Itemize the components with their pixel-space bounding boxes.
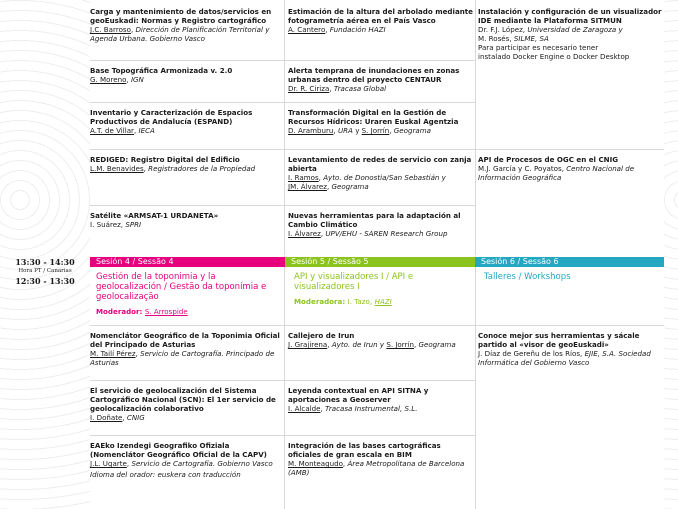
- talk-title: EAEko Izendegi Geografiko Ofiziala (Nomenclátor Geográfico Oficial de la CAPV): [90, 441, 267, 459]
- divider: [90, 102, 475, 103]
- talk-item: Carga y mantenimiento de datos/servicios en geoEuskadi: Normas y Registro cartográfico J.C. Barroso, Dirección de Planificación Territorial y Agenda Urbana. Gobierno Vasco: [90, 7, 282, 43]
- talk-title: Nomenclátor Geográfico de la Toponimia Oficial del Principado de Asturias: [90, 331, 280, 349]
- talk-author: J. Grajirena: [288, 340, 328, 349]
- divider: [90, 435, 475, 436]
- talk-author: J. Díaz de Gereñu de los Ríos: [478, 349, 581, 358]
- talk-title: Estimación de la altura del arbolado mediante fotogrametría aérea en el País Vasco: [288, 7, 473, 25]
- talk-affiliation: Geograma: [418, 340, 456, 349]
- talk-title: Callejero de Irun: [288, 331, 355, 340]
- talk-item: Alerta temprana de inundaciones en zonas urbanas dentro del proyecto CENTAUR Dr. R. Ciriza, Tracasa Global: [288, 66, 474, 93]
- column-divider: [284, 267, 285, 509]
- background-pattern-right: [664, 0, 678, 509]
- talk-affiliation: SILME, SA: [513, 34, 549, 43]
- talk-affiliation: Ayto. de Donostia/San Sebastián y: [323, 173, 446, 182]
- talk-affiliation: IGN: [130, 75, 144, 84]
- talk-note: Idioma del orador: euskera con traducción: [90, 470, 241, 479]
- talk-affiliation: Universidad de Zaragoza y: [527, 25, 623, 34]
- talk-title: Instalación y configuración de un visualizador IDE mediante la Plataforma SITMUN: [478, 7, 662, 25]
- talk-item: Base Topográfica Armonizada v. 2.0 G. Moreno, IGN: [90, 66, 282, 84]
- session-6-header: [478, 272, 663, 282]
- talk-title: Levantamiento de redes de servicio con zanja abierta: [288, 155, 472, 173]
- talk-affiliation: Geograma: [393, 126, 432, 135]
- talk-note: instalado Docker Engine o Docker Desktop: [478, 52, 630, 61]
- talk-item: Conoce mejor sus herramientas y sácale partido al «visor de geoEuskadi» J. Díaz de Gereñu de los Ríos, EJIE, S.A. Sociedad Informática del Gobierno Vasco: [478, 331, 663, 367]
- talk-author: I. Alcalde: [288, 404, 321, 413]
- talk-title: Alerta temprana de inundaciones en zonas urbanas dentro del proyecto CENTAUR: [288, 66, 460, 84]
- session-4-bar: Sesión 4 / Sessão 4: [90, 257, 285, 267]
- talk-affiliation: Centro Nacional de Información Geográfica: [478, 164, 635, 182]
- talk-item: Transformación Digital en la Gestión de Recursos Hídricos: Uraren Euskal Agentzia D. Aramburu, URA y S. Jorrín, Geograma: [288, 108, 474, 135]
- talk-title: Transformación Digital en la Gestión de Recursos Hídricos: Uraren Euskal Agentzia: [288, 108, 459, 126]
- divider: [90, 60, 475, 61]
- divider: [90, 205, 475, 206]
- talk-affiliation: CNIG: [126, 413, 145, 422]
- divider: [90, 380, 475, 381]
- talk-item: Callejero de Irun J. Grajirena, Ayto. de Irun y S. Jorrín, Geograma: [288, 331, 474, 349]
- talk-author: A. Cantero: [288, 25, 326, 34]
- time-slot-alt: 12:30 - 13:30: [15, 276, 75, 286]
- talk-item: EAEko Izendegi Geografiko Ofiziala (Nomenclátor Geográfico Oficial de la CAPV) J.L. Ugarte, Servicio de Cartografía. Gobierno Vasco Idioma del orador: euskera con traducción: [90, 441, 282, 479]
- talk-author: J.L. Ugarte: [90, 459, 127, 468]
- talk-item: Estimación de la altura del arbolado mediante fotogrametría aérea en el País Vasco A. Cantero, Fundación HAZI: [288, 7, 473, 34]
- talk-title: Inventario y Caracterización de Espacios Productivos de Andalucía (ESPAND): [90, 108, 253, 126]
- talk-author: A.T. de Villar: [90, 126, 134, 135]
- talk-title: Integración de las bases cartográficas oficiales de gran escala en BIM: [288, 441, 441, 459]
- talk-item: El servicio de geolocalización del Sistema Cartográfico Nacional (SCN): El 1er servicio de geolocalización colaborativo I. Doñate, CNIG: [90, 386, 282, 422]
- talk-author: I. Ramos: [288, 173, 319, 182]
- column-divider: [284, 0, 285, 255]
- moderator-label: Moderador:: [96, 307, 143, 316]
- time-note: Hora PT / Canarias: [18, 268, 72, 274]
- session-5-header: [288, 272, 474, 306]
- moderator-name: I. Tazo,: [347, 297, 373, 306]
- talk-author: M.J. García y C. Poyatos: [478, 164, 562, 173]
- talk-title: Leyenda contextual en API SITNA y aportaciones a Geoserver: [288, 386, 429, 404]
- talk-title: Carga y mantenimiento de datos/servicios en geoEuskadi: Normas y Registro cartográfico: [90, 7, 272, 25]
- session-6-bar: Sesión 6 / Sessão 6: [475, 257, 664, 267]
- talk-item: Satélite «ARMSAT-1 URDANETA» I. Suárez, SPRI: [90, 211, 282, 229]
- talk-affiliation: Servicio de Cartografía. Principado de Asturias: [90, 349, 275, 367]
- talk-affiliation: Tracasa Global: [333, 84, 387, 93]
- background-pattern-left: [0, 0, 90, 509]
- talk-affiliation: UPV/EHU - SAREN Research Group: [325, 229, 448, 238]
- talk-affiliation: Fundación HAZI: [329, 25, 386, 34]
- moderator-affiliation: HAZI: [374, 297, 392, 306]
- talk-affiliation: EJIE, S.A. Sociedad Informática del Gobierno Vasco: [478, 349, 651, 367]
- talk-title: Nuevas herramientas para la adaptación al Cambio Climático: [288, 211, 461, 229]
- time-slot: 13:30 - 14:30: [15, 257, 75, 267]
- divider: [90, 325, 664, 326]
- talk-author: Dr. R. Ciriza: [288, 84, 330, 93]
- session-title: API y visualizadores I / API e visualizadores I: [294, 272, 414, 292]
- divider: [90, 149, 664, 150]
- talk-author: JM. Álvarez: [288, 182, 327, 191]
- session-title: Talleres / Workshops: [484, 272, 571, 282]
- talk-item: Levantamiento de redes de servicio con zanja abierta I. Ramos, Ayto. de Donostia/San Sebastián y JM. Álvarez, Geograma: [288, 155, 474, 191]
- talk-affiliation: Ayto. de Irun y: [331, 340, 385, 349]
- talk-title: Conoce mejor sus herramientas y sácale partido al «visor de geoEuskadi»: [478, 331, 640, 349]
- talk-title: REDIGED: Registro Digital del Edificio: [90, 155, 240, 164]
- talk-author: D. Aramburu: [288, 126, 334, 135]
- moderator-label: Moderadora:: [294, 297, 346, 306]
- talk-affiliation: Registradores de la Propiedad: [148, 164, 256, 173]
- talk-title: API de Procesos de OGC en el CNIG: [478, 155, 619, 164]
- talk-affiliation: Área Metropolitana de Barcelona (AMB): [288, 459, 465, 477]
- talk-item: Integración de las bases cartográficas oficiales de gran escala en BIM M. Monteagudo, Área Metropolitana de Barcelona (AMB): [288, 441, 474, 477]
- session-5-bar: Sesión 5 / Sessão 5: [285, 257, 475, 267]
- talk-author: I. Doñate: [90, 413, 123, 422]
- talk-author: M. Tailí Pérez: [90, 349, 136, 358]
- talk-author: I. Suárez: [90, 220, 121, 229]
- talk-title: El servicio de geolocalización del Sistema Cartográfico Nacional (SCN): El 1er servicio de geolocalización colaborativo: [90, 386, 276, 413]
- talk-author: M. Monteagudo: [288, 459, 343, 468]
- talk-author: I. Álvarez: [288, 229, 321, 238]
- talk-author: G. Moreno: [90, 75, 127, 84]
- talk-affiliation: Tracasa Instrumental, S.L.: [325, 404, 418, 413]
- talk-item: Instalación y configuración de un visualizador IDE mediante la Plataforma SITMUN Dr. F.J. López, Universidad de Zaragoza y M. Rosés, SILME, SA Para participar es necesario tener instalado Docker Engine o Docker Desktop: [478, 7, 662, 61]
- talk-item: Inventario y Caracterización de Espacios Productivos de Andalucía (ESPAND) A.T. de Villar, IECA: [90, 108, 282, 135]
- talk-author: J.C. Barroso: [90, 25, 131, 34]
- talk-title: Satélite «ARMSAT-1 URDANETA»: [90, 211, 219, 220]
- talk-conjunction: y: [355, 126, 360, 135]
- talk-author: S. Jorrín: [386, 340, 414, 349]
- session-title: Gestión de la toponimia y la geolocalización / Gestão da toponímia e geolocalização: [96, 272, 267, 302]
- talk-affiliation: IECA: [138, 126, 155, 135]
- talk-item: API de Procesos de OGC en el CNIG M.J. García y C. Poyatos, Centro Nacional de Información Geográfica: [478, 155, 663, 182]
- talk-affiliation: Servicio de Cartografía. Gobierno Vasco: [131, 459, 273, 468]
- talk-item: Leyenda contextual en API SITNA y aportaciones a Geoserver I. Alcalde, Tracasa Instrumental, S.L.: [288, 386, 474, 413]
- talk-author: M. Rosés: [478, 34, 510, 43]
- talk-note: Para participar es necesario tener: [478, 43, 599, 52]
- talk-item: REDIGED: Registro Digital del Edificio L.M. Benavides, Registradores de la Propiedad: [90, 155, 282, 173]
- talk-item: Nomenclátor Geográfico de la Toponimia Oficial del Principado de Asturias M. Tailí Pérez, Servicio de Cartografía. Principado de Asturias: [90, 331, 282, 367]
- talk-author: L.M. Benavides: [90, 164, 144, 173]
- talk-item: Nuevas herramientas para la adaptación al Cambio Climático I. Álvarez, UPV/EHU - SAREN Research Group: [288, 211, 474, 238]
- talk-affiliation: Geograma: [331, 182, 369, 191]
- talk-affiliation: Dirección de Planificación Territorial y Agenda Urbana. Gobierno Vasco: [90, 25, 270, 43]
- session-4-header: [90, 272, 282, 316]
- talk-title: Base Topográfica Armonizada v. 2.0: [90, 66, 233, 75]
- column-divider: [475, 0, 476, 255]
- talk-affiliation: SPRI: [125, 220, 142, 229]
- talk-author: S. Jorrín: [361, 126, 390, 135]
- moderator-name: S. Arrospide: [144, 307, 188, 316]
- talk-affiliation: URA: [337, 126, 353, 135]
- talk-author: Dr. F.J. López: [478, 25, 523, 34]
- column-divider: [475, 267, 476, 509]
